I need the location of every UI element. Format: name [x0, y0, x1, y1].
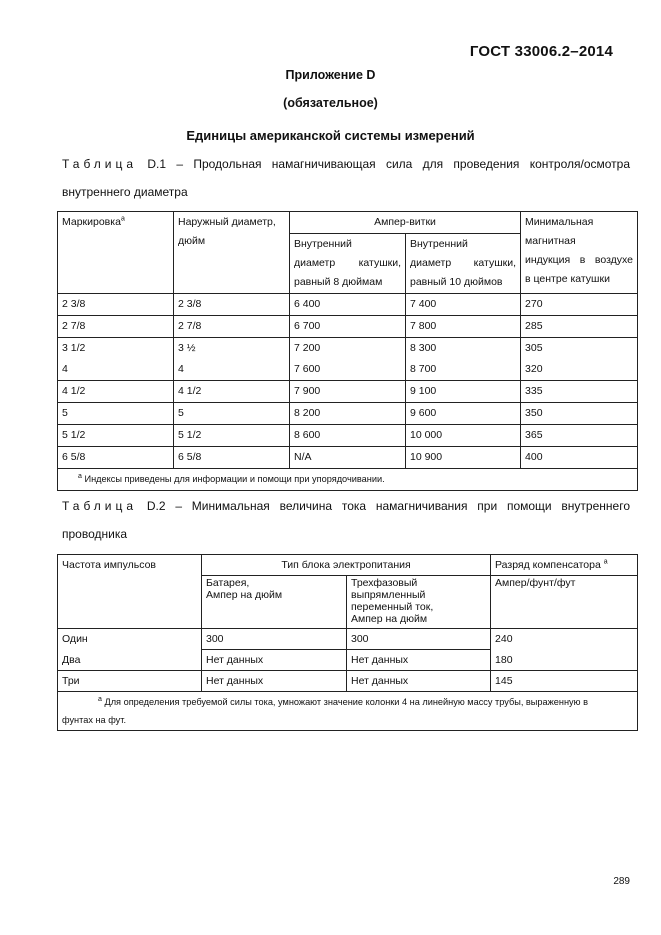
table-row [58, 425, 638, 447]
table2-header-row [58, 555, 638, 576]
table2-header-battery: Батарея, Ампер на дюйм [202, 576, 347, 629]
table-row [58, 650, 638, 671]
table-cell: 7 800 [406, 316, 521, 338]
table-row [58, 294, 638, 316]
standard-number: ГОСТ 33006.2–2014 [469, 43, 613, 60]
table2-footnote: $^а$ Для определения требуемой силы тока, умножают значение колонки 4 на линейную массу трубы, выраженную в фунтах на фут. [58, 692, 638, 731]
table-cell: 285 [521, 316, 638, 338]
table-d1 [57, 211, 638, 491]
table-cell: 7 400 [406, 294, 521, 316]
table-cell: 8 700 [406, 359, 521, 381]
table-cell: N/A [290, 447, 406, 469]
table-cell: 335 [521, 381, 638, 403]
table1-header-coil-8: Внутренний диаметр катушки, равный 8 дюймам [290, 234, 406, 294]
table-cell: 9 600 [406, 403, 521, 425]
appendix-status: (обязательное) [283, 96, 378, 110]
table-cell: 7 200 [290, 338, 406, 360]
table2-header-frequency: Частота импульсов [58, 555, 202, 629]
table1-caption [62, 157, 630, 171]
table-cell: 6 5/8 [174, 447, 290, 469]
table-cell: 4 [58, 359, 174, 381]
table-cell: 9 100 [406, 381, 521, 403]
table2-caption-word: Таблица [62, 499, 138, 513]
table2-header-power-type: Тип блока электропитания [202, 555, 491, 576]
table1-footnote: $^а$ Индексы приведены для информации и помощи при упорядочивании. [58, 469, 638, 491]
table-cell: Нет данных [347, 671, 491, 692]
table-cell: 6 400 [290, 294, 406, 316]
table-row [58, 381, 638, 403]
table1-header-diameter: Наружный диаметр, дюйм [174, 212, 290, 294]
table-cell: 240 [491, 629, 638, 650]
table-cell: 3 ½ [174, 338, 290, 360]
table-cell: 5 [174, 403, 290, 425]
table-cell: 6 5/8 [58, 447, 174, 469]
table2-header-compensator-unit: Ампер/фунт/фут [491, 576, 638, 629]
table-cell: 2 3/8 [58, 294, 174, 316]
table-row [58, 403, 638, 425]
table1-header-ampere-turns: Ампер-витки [290, 212, 521, 234]
table-cell: 10 000 [406, 425, 521, 447]
table-cell: 7 900 [290, 381, 406, 403]
table-cell: 145 [491, 671, 638, 692]
table-cell: 305 [521, 338, 638, 360]
table-cell: 180 [491, 650, 638, 671]
table-cell: 4 1/2 [58, 381, 174, 403]
table-cell: 300 [347, 629, 491, 650]
table-row [58, 671, 638, 692]
table2-caption-cont: проводника [62, 527, 128, 541]
table1-caption-text: D.1 – Продольная намагничивающая сила для проведения контроля/осмотра [147, 157, 630, 171]
table-cell: 300 [202, 629, 347, 650]
table-cell: Три [58, 671, 202, 692]
table-cell: 320 [521, 359, 638, 381]
table-row [58, 316, 638, 338]
table-cell: 270 [521, 294, 638, 316]
appendix-title: Приложение D [285, 68, 376, 82]
table-cell: 5 1/2 [58, 425, 174, 447]
table-cell: Нет данных [202, 671, 347, 692]
table2-footnote-row [58, 692, 638, 731]
table1-header-induction: Минимальная магнитная индукция в воздухе в центре катушки [521, 212, 638, 294]
table2-caption-text: D.2 – Минимальная величина тока намагничивания при помощи внутреннего [146, 499, 630, 513]
table-cell: 4 1/2 [174, 381, 290, 403]
table-cell: 2 3/8 [174, 294, 290, 316]
table-cell: 2 7/8 [58, 316, 174, 338]
table-cell: 5 [58, 403, 174, 425]
table-cell: Два [58, 650, 202, 671]
table-cell: 7 600 [290, 359, 406, 381]
table-cell: 10 900 [406, 447, 521, 469]
table1-header-marking: Маркировка$^а$ [58, 212, 174, 294]
table1-header-coil-10: Внутренний диаметр катушки, равный 10 дюймов [406, 234, 521, 294]
table-cell: Один [58, 629, 202, 650]
table-cell: 8 200 [290, 403, 406, 425]
table-cell: 6 700 [290, 316, 406, 338]
table-cell: Нет данных [202, 650, 347, 671]
appendix-heading: Единицы американской системы измерений [186, 128, 475, 143]
table-row [58, 629, 638, 650]
table-cell: 2 7/8 [174, 316, 290, 338]
table2-caption [62, 499, 630, 513]
table1-caption-cont: внутреннего диаметра [62, 185, 188, 199]
page-number: 289 [613, 876, 630, 887]
table-cell: 5 1/2 [174, 425, 290, 447]
table-row [58, 338, 638, 360]
table-cell: 8 300 [406, 338, 521, 360]
table1-header-row [58, 212, 638, 234]
table2-header-three-phase: Трехфазовый выпрямленный переменный ток, Ампер на дюйм [347, 576, 491, 629]
table-cell: 350 [521, 403, 638, 425]
table1-footnote-row [58, 469, 638, 491]
table-cell: 365 [521, 425, 638, 447]
table-cell: 8 600 [290, 425, 406, 447]
table-row [58, 447, 638, 469]
table-cell: Нет данных [347, 650, 491, 671]
table-row [58, 359, 638, 381]
table-cell: 3 1/2 [58, 338, 174, 360]
table2-header-compensator: Разряд компенсатора $^а$ [491, 555, 638, 576]
table-d2 [57, 554, 638, 731]
table-cell: 400 [521, 447, 638, 469]
table-cell: 4 [174, 359, 290, 381]
table1-caption-word: Таблица [62, 157, 138, 171]
